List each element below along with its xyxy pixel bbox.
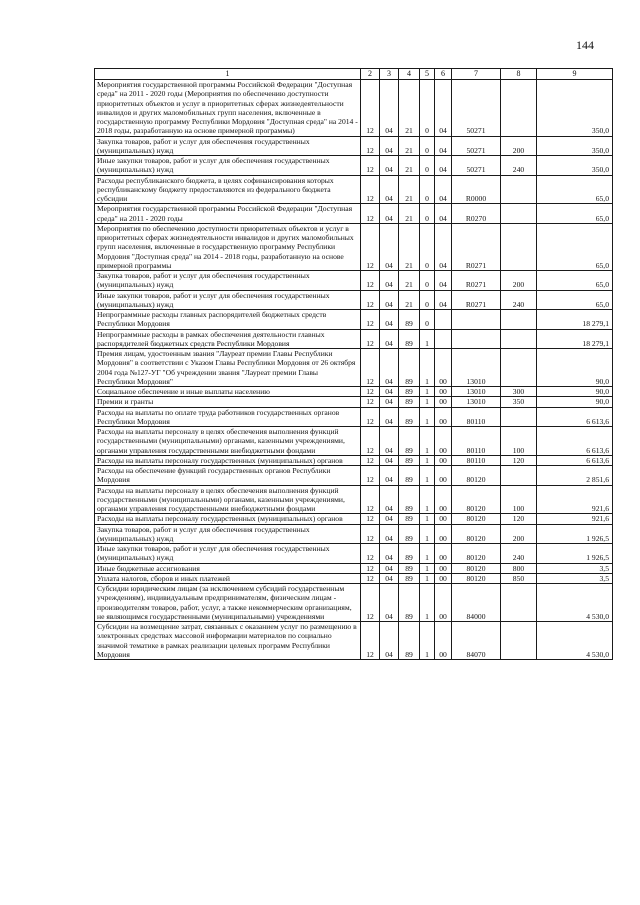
row-direction-code: 84070 xyxy=(452,622,501,660)
row-subsection-code: 89 xyxy=(399,427,420,456)
row-ministry-code: 12 xyxy=(361,80,380,137)
row-program-code: 1 xyxy=(420,329,435,349)
table-row xyxy=(95,387,613,397)
row-direction-code: 80120 xyxy=(452,524,501,544)
row-amount: 4 530,0 xyxy=(537,584,613,622)
row-amount: 90,0 xyxy=(537,397,613,407)
row-subprogram-code: 00 xyxy=(435,407,452,427)
row-amount: 6 613,6 xyxy=(537,455,613,465)
row-program-code: 0 xyxy=(420,271,435,291)
row-direction-code: 80120 xyxy=(452,544,501,564)
row-direction-code: R0270 xyxy=(452,204,501,224)
row-subsection-code: 89 xyxy=(399,514,420,524)
row-program-code: 0 xyxy=(420,204,435,224)
row-subprogram-code: 00 xyxy=(435,622,452,660)
row-program-code: 1 xyxy=(420,349,435,387)
row-subprogram-code: 00 xyxy=(435,563,452,573)
row-expense-type-code xyxy=(501,584,537,622)
row-expense-type-code xyxy=(501,622,537,660)
row-expense-type-code: 120 xyxy=(501,514,537,524)
row-amount: 90,0 xyxy=(537,349,613,387)
row-direction-code: 80120 xyxy=(452,563,501,573)
row-subprogram-code: 00 xyxy=(435,573,452,583)
row-subsection-code: 21 xyxy=(399,204,420,224)
row-section-code: 04 xyxy=(380,223,399,270)
row-direction-code: 80120 xyxy=(452,573,501,583)
row-amount: 90,0 xyxy=(537,387,613,397)
table-row xyxy=(95,514,613,524)
row-subprogram-code xyxy=(435,329,452,349)
row-direction-code: R0271 xyxy=(452,290,501,310)
row-amount: 18 279,1 xyxy=(537,329,613,349)
table-row xyxy=(95,563,613,573)
row-section-code: 04 xyxy=(380,80,399,137)
table-row xyxy=(95,136,613,156)
row-subprogram-code: 04 xyxy=(435,204,452,224)
row-expense-type-code xyxy=(501,175,537,204)
row-subsection-code: 89 xyxy=(399,573,420,583)
row-subprogram-code: 00 xyxy=(435,544,452,564)
row-expense-type-code xyxy=(501,80,537,137)
table-row xyxy=(95,544,613,564)
row-ministry-code: 12 xyxy=(361,524,380,544)
row-direction-code: 50271 xyxy=(452,136,501,156)
row-subsection-code: 21 xyxy=(399,175,420,204)
row-ministry-code: 12 xyxy=(361,349,380,387)
row-subprogram-code: 00 xyxy=(435,349,452,387)
row-subsection-code: 21 xyxy=(399,136,420,156)
row-section-code: 04 xyxy=(380,455,399,465)
row-direction-code: R0271 xyxy=(452,271,501,291)
row-program-code: 1 xyxy=(420,407,435,427)
row-subprogram-code: 04 xyxy=(435,136,452,156)
row-section-code: 04 xyxy=(380,563,399,573)
table-row xyxy=(95,573,613,583)
row-expense-type-code xyxy=(501,407,537,427)
row-expense-type-code xyxy=(501,223,537,270)
row-subprogram-code: 00 xyxy=(435,514,452,524)
row-description: Премия лицам, удостоенным звания "Лауреат премии Главы Республики Мордовия" в соответствии с Указом Главы Республики Мордовия от 26 октября 2004 года №127-УГ "Об учреждении звания "Лауреат премии Главы Республики Мордовия" xyxy=(95,349,361,387)
table-row xyxy=(95,622,613,660)
row-direction-code: 80120 xyxy=(452,466,501,486)
row-ministry-code: 12 xyxy=(361,407,380,427)
row-program-code: 0 xyxy=(420,156,435,176)
row-expense-type-code: 100 xyxy=(501,427,537,456)
row-description: Субсидии юридическим лицам (за исключением субсидий государственным учреждениям), индивидуальным предпринимателям, физическим лицам - производителям товаров, работ, услуг, а также некоммерческим организациям, не являющимся государственными (муниципальными) учреждениями xyxy=(95,584,361,622)
row-program-code: 0 xyxy=(420,290,435,310)
row-expense-type-code: 200 xyxy=(501,271,537,291)
row-direction-code: 13010 xyxy=(452,349,501,387)
row-subsection-code: 89 xyxy=(399,455,420,465)
row-direction-code xyxy=(452,310,501,330)
row-section-code: 04 xyxy=(380,204,399,224)
table-row xyxy=(95,584,613,622)
row-section-code: 04 xyxy=(380,329,399,349)
row-description: Иные закупки товаров, работ и услуг для обеспечения государственных (муниципальных) нужд xyxy=(95,290,361,310)
row-ministry-code: 12 xyxy=(361,544,380,564)
row-amount: 921,6 xyxy=(537,514,613,524)
header-cell: 9 xyxy=(537,69,613,80)
table-row xyxy=(95,485,613,514)
row-ministry-code: 12 xyxy=(361,290,380,310)
row-expense-type-code: 100 xyxy=(501,485,537,514)
row-expense-type-code: 300 xyxy=(501,387,537,397)
row-ministry-code: 12 xyxy=(361,387,380,397)
row-subsection-code: 89 xyxy=(399,524,420,544)
row-description: Расходы на обеспечение функций государственных органов Республики Мордовия xyxy=(95,466,361,486)
row-description: Закупка товаров, работ и услуг для обеспечения государственных (муниципальных) нужд xyxy=(95,271,361,291)
row-subprogram-code xyxy=(435,310,452,330)
header-cell: 4 xyxy=(399,69,420,80)
row-description: Иные закупки товаров, работ и услуг для обеспечения государственных (муниципальных) нужд xyxy=(95,156,361,176)
row-subsection-code: 89 xyxy=(399,544,420,564)
row-expense-type-code: 800 xyxy=(501,563,537,573)
row-program-code: 0 xyxy=(420,310,435,330)
row-amount: 65,0 xyxy=(537,175,613,204)
row-subsection-code: 89 xyxy=(399,466,420,486)
row-program-code: 1 xyxy=(420,514,435,524)
row-direction-code xyxy=(452,329,501,349)
row-subsection-code: 89 xyxy=(399,622,420,660)
table-row xyxy=(95,175,613,204)
row-section-code: 04 xyxy=(380,466,399,486)
row-subsection-code: 89 xyxy=(399,407,420,427)
row-ministry-code: 12 xyxy=(361,584,380,622)
table-row xyxy=(95,156,613,176)
row-subsection-code: 21 xyxy=(399,290,420,310)
row-ministry-code: 12 xyxy=(361,563,380,573)
header-cell: 2 xyxy=(361,69,380,80)
row-program-code: 0 xyxy=(420,175,435,204)
row-section-code: 04 xyxy=(380,136,399,156)
row-section-code: 04 xyxy=(380,524,399,544)
table-row xyxy=(95,427,613,456)
table-row xyxy=(95,524,613,544)
row-amount: 350,0 xyxy=(537,156,613,176)
row-description: Премии и гранты xyxy=(95,397,361,407)
row-subprogram-code: 00 xyxy=(435,466,452,486)
row-description: Мероприятия государственной программы Российской Федерации "Доступная среда" на 2011 - 2020 годы xyxy=(95,204,361,224)
row-subsection-code: 89 xyxy=(399,310,420,330)
row-program-code: 1 xyxy=(420,485,435,514)
row-amount: 18 279,1 xyxy=(537,310,613,330)
row-expense-type-code: 240 xyxy=(501,544,537,564)
row-program-code: 1 xyxy=(420,584,435,622)
row-section-code: 04 xyxy=(380,622,399,660)
row-section-code: 04 xyxy=(380,584,399,622)
row-direction-code: R0271 xyxy=(452,223,501,270)
row-program-code: 0 xyxy=(420,223,435,270)
row-subprogram-code: 00 xyxy=(435,387,452,397)
row-description: Мероприятия по обеспечению доступности приоритетных объектов и услуг в приоритетных сферах жизнедеятельности инвалидов и других маломобильных групп населения, включенные в государственную программу Республики Мордовия "Доступная среда" на 2014 - 2018 годы, разработанную на основе примерной программы xyxy=(95,223,361,270)
row-subprogram-code: 04 xyxy=(435,175,452,204)
row-section-code: 04 xyxy=(380,290,399,310)
row-expense-type-code: 200 xyxy=(501,524,537,544)
table-row xyxy=(95,271,613,291)
row-subsection-code: 89 xyxy=(399,329,420,349)
row-program-code: 1 xyxy=(420,427,435,456)
row-subprogram-code: 04 xyxy=(435,271,452,291)
row-section-code: 04 xyxy=(380,427,399,456)
row-description: Закупка товаров, работ и услуг для обеспечения государственных (муниципальных) нужд xyxy=(95,136,361,156)
row-ministry-code: 12 xyxy=(361,310,380,330)
row-expense-type-code: 850 xyxy=(501,573,537,583)
table-header-row xyxy=(95,69,613,80)
row-expense-type-code: 240 xyxy=(501,290,537,310)
row-ministry-code: 12 xyxy=(361,455,380,465)
row-description: Расходы республиканского бюджета, в целях софинансирования которых республиканскому бюджету предоставляются из федерального бюджета субсидии xyxy=(95,175,361,204)
row-ministry-code: 12 xyxy=(361,271,380,291)
row-program-code: 1 xyxy=(420,524,435,544)
row-program-code: 1 xyxy=(420,397,435,407)
row-ministry-code: 12 xyxy=(361,427,380,456)
row-ministry-code: 12 xyxy=(361,466,380,486)
row-amount: 6 613,6 xyxy=(537,427,613,456)
row-description: Иные бюджетные ассигнования xyxy=(95,563,361,573)
table-body xyxy=(95,80,613,660)
row-direction-code: 80120 xyxy=(452,485,501,514)
row-amount: 2 851,6 xyxy=(537,466,613,486)
row-ministry-code: 12 xyxy=(361,204,380,224)
page-number: 144 xyxy=(576,38,594,52)
row-section-code: 04 xyxy=(380,156,399,176)
row-subsection-code: 89 xyxy=(399,584,420,622)
row-description: Расходы на выплаты персоналу в целях обеспечения выполнения функций государственными (муниципальными) органами, казенными учреждениями, органами управления государственными внебюджетными фондами xyxy=(95,485,361,514)
row-amount: 3,5 xyxy=(537,573,613,583)
row-subsection-code: 21 xyxy=(399,156,420,176)
budget-table xyxy=(94,68,613,660)
header-cell: 1 xyxy=(95,69,361,80)
row-ministry-code: 12 xyxy=(361,136,380,156)
row-amount: 65,0 xyxy=(537,271,613,291)
row-direction-code: 80110 xyxy=(452,407,501,427)
row-subsection-code: 89 xyxy=(399,349,420,387)
table-row xyxy=(95,204,613,224)
row-subsection-code: 21 xyxy=(399,80,420,137)
row-amount: 921,6 xyxy=(537,485,613,514)
row-expense-type-code xyxy=(501,349,537,387)
row-direction-code: 80110 xyxy=(452,455,501,465)
row-expense-type-code: 240 xyxy=(501,156,537,176)
row-program-code: 1 xyxy=(420,622,435,660)
row-amount: 350,0 xyxy=(537,136,613,156)
row-subsection-code: 89 xyxy=(399,563,420,573)
row-ministry-code: 12 xyxy=(361,397,380,407)
row-expense-type-code xyxy=(501,204,537,224)
table-row xyxy=(95,329,613,349)
row-subprogram-code: 00 xyxy=(435,485,452,514)
row-direction-code: 84000 xyxy=(452,584,501,622)
row-ministry-code: 12 xyxy=(361,223,380,270)
row-description: Уплата налогов, сборов и иных платежей xyxy=(95,573,361,583)
row-ministry-code: 12 xyxy=(361,175,380,204)
row-subprogram-code: 04 xyxy=(435,290,452,310)
header-cell: 7 xyxy=(452,69,501,80)
row-description: Социальное обеспечение и иные выплаты населению xyxy=(95,387,361,397)
row-ministry-code: 12 xyxy=(361,329,380,349)
row-amount: 65,0 xyxy=(537,204,613,224)
table-row xyxy=(95,397,613,407)
row-subsection-code: 89 xyxy=(399,485,420,514)
row-direction-code: 80120 xyxy=(452,514,501,524)
row-program-code: 0 xyxy=(420,136,435,156)
row-subprogram-code: 00 xyxy=(435,455,452,465)
row-program-code: 0 xyxy=(420,80,435,137)
row-program-code: 1 xyxy=(420,387,435,397)
row-expense-type-code: 350 xyxy=(501,397,537,407)
table-row xyxy=(95,455,613,465)
row-section-code: 04 xyxy=(380,175,399,204)
row-section-code: 04 xyxy=(380,514,399,524)
row-amount: 6 613,6 xyxy=(537,407,613,427)
row-expense-type-code xyxy=(501,466,537,486)
row-subsection-code: 89 xyxy=(399,387,420,397)
row-program-code: 1 xyxy=(420,573,435,583)
row-program-code: 1 xyxy=(420,544,435,564)
row-direction-code: 50271 xyxy=(452,156,501,176)
row-description: Мероприятия государственной программы Российской Федерации "Доступная среда" на 2011 - 2020 годы (Мероприятия по обеспечению доступности приоритетных объектов и услуг в приоритетных сферах жизнедеятельности инвалидов и других маломобильных групп населения, включенные в государственную программу Республики Мордовия "Доступная среда" на 2014 - 2018 годы, разработанную на основе примерной программы) xyxy=(95,80,361,137)
header-cell: 3 xyxy=(380,69,399,80)
row-amount: 65,0 xyxy=(537,223,613,270)
table-row xyxy=(95,466,613,486)
table-row xyxy=(95,290,613,310)
row-amount: 1 926,5 xyxy=(537,524,613,544)
row-subprogram-code: 00 xyxy=(435,427,452,456)
row-program-code: 1 xyxy=(420,455,435,465)
table-row xyxy=(95,310,613,330)
row-expense-type-code: 120 xyxy=(501,455,537,465)
row-description: Непрограммные расходы в рамках обеспечения деятельности главных распорядителей бюджетных средств Республики Мордовия xyxy=(95,329,361,349)
row-section-code: 04 xyxy=(380,271,399,291)
row-amount: 1 926,5 xyxy=(537,544,613,564)
row-description: Расходы на выплаты персоналу государственных (муниципальных) органов xyxy=(95,455,361,465)
header-cell: 5 xyxy=(420,69,435,80)
row-section-code: 04 xyxy=(380,485,399,514)
row-direction-code: 13010 xyxy=(452,387,501,397)
header-cell: 6 xyxy=(435,69,452,80)
row-subprogram-code: 00 xyxy=(435,397,452,407)
row-description: Расходы на выплаты персоналу в целях обеспечения выполнения функций государственными (муниципальными) органами, казенными учреждениями, органами управления государственными внебюджетными фондами xyxy=(95,427,361,456)
row-program-code: 1 xyxy=(420,466,435,486)
row-program-code: 1 xyxy=(420,563,435,573)
row-subprogram-code: 04 xyxy=(435,223,452,270)
row-amount: 65,0 xyxy=(537,290,613,310)
row-description: Расходы на выплаты персоналу государственных (муниципальных) органов xyxy=(95,514,361,524)
row-section-code: 04 xyxy=(380,310,399,330)
row-direction-code: 13010 xyxy=(452,397,501,407)
row-subprogram-code: 04 xyxy=(435,156,452,176)
row-ministry-code: 12 xyxy=(361,573,380,583)
table-row xyxy=(95,407,613,427)
row-expense-type-code xyxy=(501,310,537,330)
row-section-code: 04 xyxy=(380,407,399,427)
row-direction-code: 80110 xyxy=(452,427,501,456)
row-amount: 3,5 xyxy=(537,563,613,573)
header-cell: 8 xyxy=(501,69,537,80)
row-ministry-code: 12 xyxy=(361,622,380,660)
row-ministry-code: 12 xyxy=(361,485,380,514)
row-subprogram-code: 00 xyxy=(435,584,452,622)
row-amount: 350,0 xyxy=(537,80,613,137)
row-description: Расходы на выплаты по оплате труда работников государственных органов Республики Мордовия xyxy=(95,407,361,427)
row-subprogram-code: 04 xyxy=(435,80,452,137)
row-description: Иные закупки товаров, работ и услуг для обеспечения государственных (муниципальных) нужд xyxy=(95,544,361,564)
table-row xyxy=(95,80,613,137)
row-direction-code: 50271 xyxy=(452,80,501,137)
row-section-code: 04 xyxy=(380,544,399,564)
row-section-code: 04 xyxy=(380,349,399,387)
row-section-code: 04 xyxy=(380,573,399,583)
row-subsection-code: 21 xyxy=(399,223,420,270)
row-subsection-code: 21 xyxy=(399,271,420,291)
row-expense-type-code: 200 xyxy=(501,136,537,156)
row-description: Закупка товаров, работ и услуг для обеспечения государственных (муниципальных) нужд xyxy=(95,524,361,544)
row-section-code: 04 xyxy=(380,387,399,397)
table-row xyxy=(95,349,613,387)
row-ministry-code: 12 xyxy=(361,514,380,524)
row-ministry-code: 12 xyxy=(361,156,380,176)
row-direction-code: R0000 xyxy=(452,175,501,204)
row-subprogram-code: 00 xyxy=(435,524,452,544)
row-section-code: 04 xyxy=(380,397,399,407)
row-description: Непрограммные расходы главных распорядителей бюджетных средств Республики Мордовия xyxy=(95,310,361,330)
row-subsection-code: 89 xyxy=(399,397,420,407)
table-row xyxy=(95,223,613,270)
row-description: Субсидии на возмещение затрат, связанных с оказанием услуг по размещению в электронных средствах массовой информации материалов по социально значимой тематике в рамках реализации целевых программ Республики Мордовия xyxy=(95,622,361,660)
row-amount: 4 530,0 xyxy=(537,622,613,660)
row-expense-type-code xyxy=(501,329,537,349)
